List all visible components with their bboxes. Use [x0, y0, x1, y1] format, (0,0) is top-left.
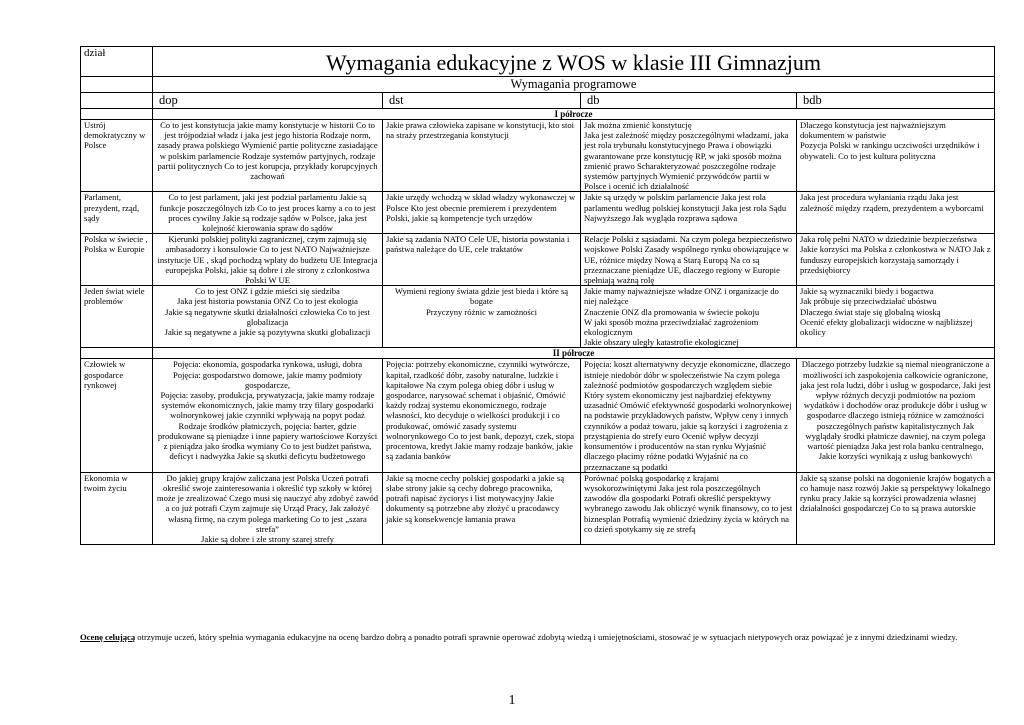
db-cell: Jakie są urzędy w polskim parlamencie Jaka jest rola parlamentu według polskiej konstytucji Jaka jest rola Sądu Najwyższego Jak wygląda rozprawa sądowa: [581, 192, 797, 234]
table-row: [81, 359, 995, 472]
topic-cell: Jeden świat wiele problemów: [81, 286, 153, 348]
level-header-db: db: [581, 93, 797, 109]
level-header-dop: dop: [153, 93, 383, 109]
dop-cell: Co to jest ONZ i gdzie mieści się siedziba Jaka jest historia powstania ONZ Co to jest ekologia Jakie są negatywne skutki działalności człowieka Co to jest globalizacja Jakie są negatywne a jakie są pozytywna skutki globalizacji: [153, 286, 383, 348]
topic-cell: Polska w świecie , Polska w Europie: [81, 234, 153, 286]
dst-cell: Wymieni regiony świata gdzie jest bieda i które są bogate Przyczyny różnic w zamożności: [383, 286, 581, 348]
page-number: 1: [508, 693, 516, 708]
bdb-cell: Jaka jest procedura wyłaniania rządu Jaka jest zależność między rządem, prezydentem a wyborcami: [797, 192, 995, 234]
dst-cell: Jakie prawa człowieka zapisane w konstytucji, kto stoi na straży przestrzegania konstytucji: [383, 120, 581, 192]
table-row: [81, 472, 995, 544]
table-row: [81, 120, 995, 192]
level-header-bdb: bdb: [797, 93, 995, 109]
db-cell: Jakie mamy najważniejsze władze ONZ i organizacje do niej należące Znaczenie ONZ dla promowania w świecie pokoju W jaki sposób można przeciwdziałać zagrożeniom ekologicznym Jakie obszary uległy katastrofie ekologicznej: [581, 286, 797, 348]
db-cell: Pojęcia: koszt alternatywny decyzje ekonomiczne, dlaczego istnieje niedobór dóbr w społeczeństwie Na czym polega zależność podmiotów gospodarczych względem siebie Który system ekonomiczny jest najbardziej efektywny uzasadnić Omówić efektywność gospodarki wolnorynkowej na podstawie przykładowych państw, Wpływ ceny i innych czynników a podaż towaru, jakie są korzyści i zagrożenia z przystąpienia do strefy euro Ocenić wpływ decyzji konsumentów i producentów na stan rynku Wyjaśnić dlaczego płacimy różne podatki Wyjaśnić na co przeznaczane są podatki: [581, 359, 797, 472]
section-label: dział: [81, 47, 153, 77]
db-cell: Relacje Polski z sąsiadami. Na czym polega bezpieczeństwo wojskowe Polski Zasady wspólnego rynku obowiązujące w UE, różnice między Nową a Starą Europą Na co są przeznaczane pieniądze UE, dlaczego regiony w Europie spełniają ważną rolę: [581, 234, 797, 286]
bdb-cell: Dlaczego konstytucja jest najważniejszym dokumentem w państwie Pozycja Polski w rankingu uczciwości urzędników i obywateli. Co to jest kultura polityczna: [797, 120, 995, 192]
dop-cell: Do jakiej grupy krajów zaliczana jest Polska Uczeń potrafi określić swoje zainteresowania i określić typ szkoły w której może je zrealizować Czego musi się nauczyć aby zdobyć zawód a co już potrafi Czym zajmuje się Urząd Pracy, Jak założyć własną firmę, na czym polega marketing Co to jest „szara strefa” Jakie są dobre i złe strony szarej strefy: [153, 472, 383, 544]
requirements-table: [80, 46, 995, 545]
table-row: [81, 192, 995, 234]
dop-cell: Co to jest konstytucja jakie mamy konstytucje w historii Co to jest trójpodział władz i jaka jest jego historia Rodzaje norm, zasady prawa polskiego Wymienić partie polityczne zasiadające w polskim parlamencie Rodzaje systemów partyjnych, rodzaje partii politycznych Co to jest korupcja, przykłady korupcyjnych zachowań: [153, 120, 383, 192]
db-cell: Porównać polską gospodarkę z krajami wysokorozwiniętymi Jaka jest rola poszczególnych zawodów dla gospodarki Potrafi określić perspektywy wybranego zawodu Jak obliczyć wynik finansowy, co to jest biznesplan Potrafią wymienić dziedziny życia w których na co dzień spotykamy się ze strefą: [581, 472, 797, 544]
dst-cell: Jakie są zadania NATO Cele UE, historia powstania i państwa należące do UE, cele traktatów: [383, 234, 581, 286]
semester-heading: I półrocze: [153, 109, 995, 120]
requirements-label: Wymagania programowe: [153, 77, 995, 93]
topic-cell: Parlament, prezydent, rząd, sądy: [81, 192, 153, 234]
empty-cell: [81, 348, 153, 359]
page-title: Wymagania edukacyjne z WOS w klasie III Gimnazjum: [153, 47, 995, 77]
footnote-text: otrzymuje uczeń, który spełnia wymagania edukacyjne na ocenę bardzo dobrą a ponadto potrafi sprawnie operować zdobytą wiedzą i umiejętnościami, stosować je w sytuacjach nietypowych oraz powiązać je z innymi dziedzinami wiedzy.: [135, 632, 958, 642]
topic-cell: Ustrój demokratyczny w Polsce: [81, 120, 153, 192]
dst-cell: Jakie są mocne cechy polskiej gospodarki a jakie są słabe strony jakie są cechy dobrego pracownika, potrafi napisać życiorys i list motywacyjny Jakie dokumenty są potrzebne aby złożyć u pracodawcy jakie są konsekwencje łamania prawa: [383, 472, 581, 544]
footnote: [80, 632, 1000, 643]
topic-cell: Ekonomia w twoim życiu: [81, 472, 153, 544]
bdb-cell: Jakie są wyznaczniki biedy i bogactwa Jak próbuje się przeciwdziałać ubóstwu Dlaczego świat staje się globalną wioską Ocenić efekty globalizacji widoczne w najbliższej okolicy: [797, 286, 995, 348]
level-header-dst: dst: [383, 93, 581, 109]
dst-cell: Pojęcia: potrzeby ekonomiczne, czynniki wytwórcze, kapitał, rzadkość dóbr, zasoby naturalne, ludzkie i kapitałowe Na czym polega obieg dóbr i usług w gospodarce, narysować schemat i objaśnić, Omówić każdy rodzaj systemu ekonomicznego, rodzaje własności, kto decyduje o wielkości produkcji i co produkować, omówić zasady systemu wolnorynkowego Co to jest bank, depozyt, czek, stopa procentowa, kredyt Jakie mamy rodzaje banków, jakie są zadania banków: [383, 359, 581, 472]
bdb-cell: Dlaczego potrzeby ludzkie są niemal nieograniczone a możliwości ich zaspokojenia całkowicie ograniczone, jaka jest rola ludzi, dóbr i usług w gospodarce, Jaki jest wpływ różnych decyzji podmiotów na poziom wydatków i dochodów oraz produkcje dóbr i usług w gospodarce dlaczego istnieją różnice w zamożności poszczególnych państw kapitalistycznych Jak wyglądały środki płatnicze dawniej, na czym polega wartość pieniądza Jaka jest rola banku centralnego, Jakie korzyści wynikają z usług bankowych\: [797, 359, 995, 472]
table-row: [81, 234, 995, 286]
footnote-bold: Ocenę celującą: [80, 632, 136, 642]
db-cell: Jak można zmienić konstytucję Jaka jest zależność między poszczególnymi władzami, jaka jest rola trybunału konstytucyjnego Prawa i obowiązki gwarantowane prze konstytucję RP, w jaki sposób można zmienić prawo Scharakteryzować poszczególne rodzaje systemów partyjnych Wymienić przywódców partii w Polsce i ocenić ich działalność: [581, 120, 797, 192]
empty-cell: [81, 77, 153, 93]
dop-cell: Pojęcia: ekonomia, gospodarka rynkowa, usługi, dobra Pojęcia: gospodarstwo domowe, jakie mamy podmioty gospodarcze, Pojęcia: zasoby, produkcja, prywatyzacja, jakie mamy rodzaje systemów ekonomicznych, jakie mamy trzy filary gospodarki wolnorynkowej jakie czynniki wpływają na popyt podaż Rodzaje środków płatniczych, pojęcia: barter, gdzie produkowane są pieniądze i inne papiery wartościowe Korzyści z pieniądza jako środka wymiany Co to jest budżet państwa, deficyt i nadwyżka Jakie są skutki deficytu budżetowego: [153, 359, 383, 472]
bdb-cell: Jaka rolę pełni NATO w dziedzinie bezpieczeństwa Jakie korzyści ma Polska z członkostwa w NATO Jak z funduszy europejskich korzystają samorządy i przedsiębiorcy: [797, 234, 995, 286]
table-row: [81, 286, 995, 348]
dop-cell: Co to jest parlament, jaki jest podział parlamentu Jakie są funkcje poszczególnych izb Co to jest proces karny a co to jest proces cywilny Jakie są rodzaje sądów w Polsce, jaka jest kolejność kierowania spraw do sądów: [153, 192, 383, 234]
empty-cell: [81, 93, 153, 109]
topic-cell: Człowiek w gospodarce rynkowej: [81, 359, 153, 472]
dop-cell: Kierunki polskiej polityki zagranicznej, czym zajmują się ambasadorzy i konsulowie Co to jest NATO Najważniejsze instytucje UE , skąd pochodzą wpłaty do budżetu UE Integracja europejska Polski, jakie są dobre i złe strony z członkostwa Polski W UE: [153, 234, 383, 286]
empty-cell: [81, 109, 153, 120]
dst-cell: Jakie urzędy wchodzą w skład władzy wykonawczej w Polsce Kto jest obecnie premierem i prezydentem Polski, jakie są kompetencje tych urzędów: [383, 192, 581, 234]
bdb-cell: Jakie są szanse polski na dogonienie krajów bogatych a co hamuje nasz rozwój Jakie są perspektywy lokalnego rynku pracy Jakie są korzyści prowadzenia własnej działalności gospodarczej Co to są prawa autorskie: [797, 472, 995, 544]
semester-heading: II półrocze: [153, 348, 995, 359]
requirements-page: [80, 46, 994, 545]
